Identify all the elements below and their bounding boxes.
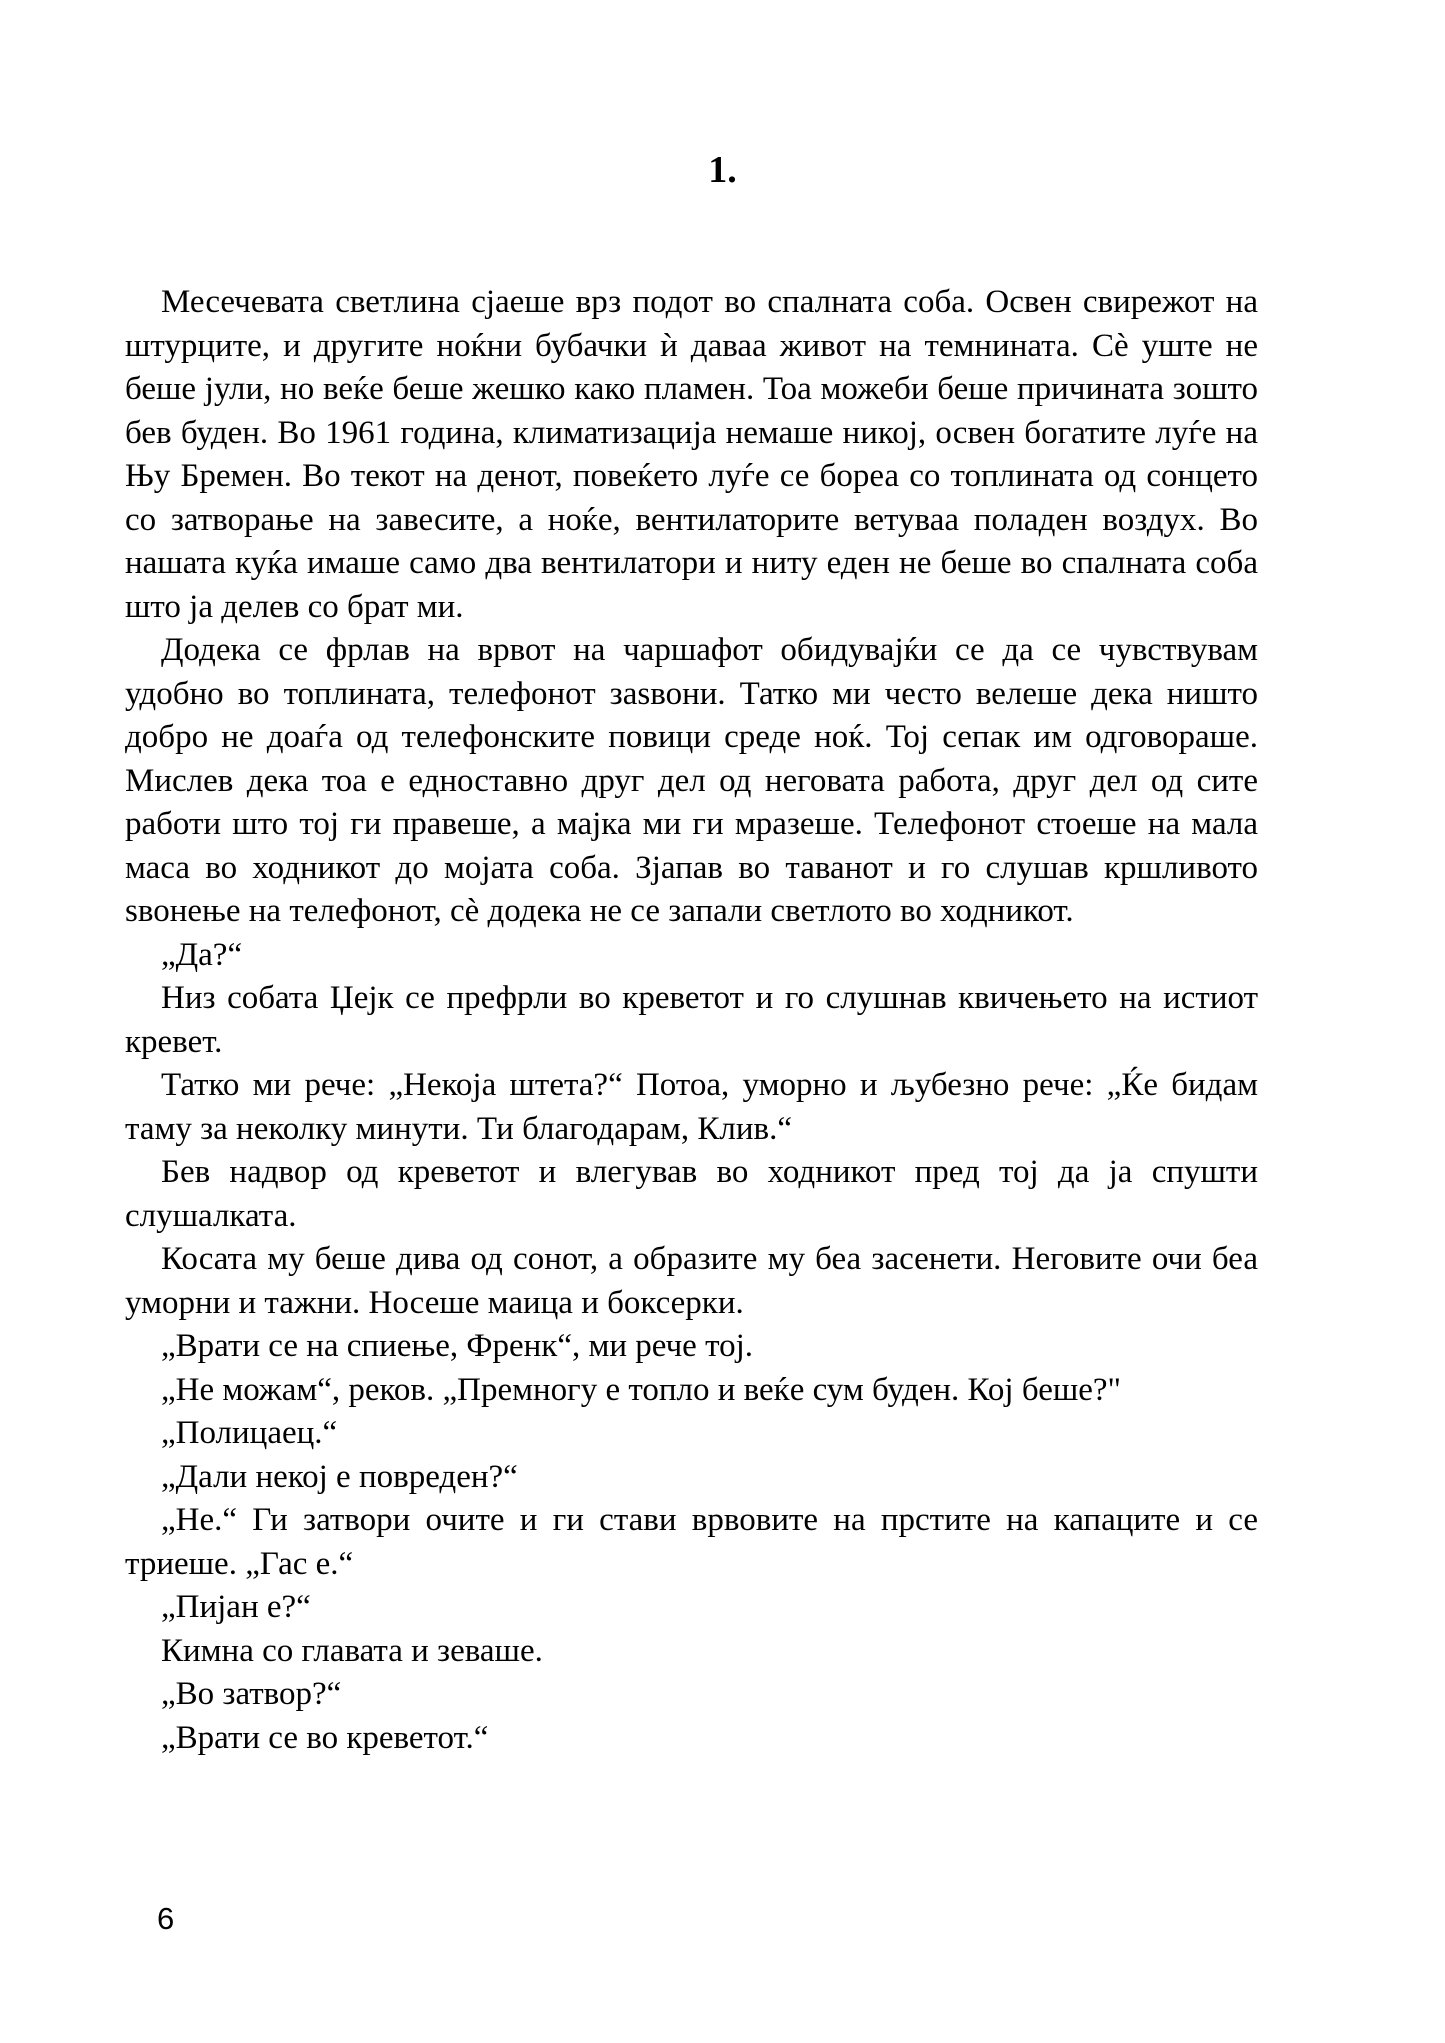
paragraph: „Во затвор?“: [161, 1676, 342, 1712]
paragraph: Кимна со главата и зеваше.: [161, 1632, 543, 1669]
paragraph: Низ собата Џејк се префрли во креветот и го слушнав квичењето на истиот кревет.: [125, 980, 1258, 1060]
paragraph: „Дали некој е повреден?“: [161, 1458, 518, 1495]
paragraph: „Врати се на спиење, Френк“, ми рече тој.: [161, 1328, 753, 1364]
paragraph: „Пијан е?“: [161, 1589, 311, 1625]
paragraph: Бев надвор од креветот и влегував во ходникот пред тој да ја спушти слушалката.: [125, 1154, 1258, 1234]
paragraph: Додека се фрлав на врвот на чаршафот обидувајќи се да се чувствувам удобно во топлината, телефонот заѕвони. Татко ми често велеше дека ништо добро не доаѓа од телефонските повици среде ноќ. Тој сепак им одговораше. Мислев дека тоа е едноставно друг дел од неговата работа, друг дел од сите работи што тој ги правеше, а мајка ми ги мразеше. Телефонот стоеше на мала маса во ходникот до мојата соба. Зјапав во таванот и го слушав кршливото ѕвонење на телефонот, сè додека не се запали светлото во ходникот.: [125, 632, 1258, 929]
paragraph: „Полицаец.“: [161, 1415, 338, 1451]
paragraph: „Врати се во креветот.“: [161, 1719, 489, 1756]
page-number: 6: [157, 1901, 175, 1936]
paragraph: „Не можам“, реков. „Премногу е топло и веќе сум буден. Кој беше?": [161, 1371, 1122, 1408]
paragraph: Месечевата светлина сјаеше врз подот во спалната соба. Освен свирежот на штурците, и другите ноќни бубачки ѝ даваа живот на темнината. Сè уште не беше јули, но веќе беше жешко како пламен. Тоа можеби беше причината зошто бев буден. Во 1961 година, климатизација немаше никој, освен богатите луѓе на Њу Бремен. Во текот на денот, повеќето луѓе се бореа со топлината од сонцето со затворање на завесите, а ноќе, вентилаторите ветуваа поладен воздух. Во нашата куќа имаше само два вентилатори и ниту еден не беше во спалната соба што ја делев со брат ми.: [125, 284, 1258, 625]
paragraph: „Да?“: [161, 936, 243, 973]
text-block: [125, 281, 1258, 1760]
paragraph: „Не.“ Ги затвори очите и ги стави врвовите на прстите на капаците и се триеше. „Гас е.“: [125, 1502, 1258, 1582]
paragraph: Татко ми рече: „Некоја штета?“ Потоа, уморно и љубезно рече: „Ќе бидам таму за неколку минути. Ти благодарам, Клив.“: [125, 1067, 1258, 1147]
chapter-heading: 1.: [708, 149, 737, 191]
paragraph: Косата му беше дива од сонот, а образите му беа засенети. Неговите очи беа уморни и тажни. Носеше маица и боксерки.: [125, 1241, 1258, 1321]
